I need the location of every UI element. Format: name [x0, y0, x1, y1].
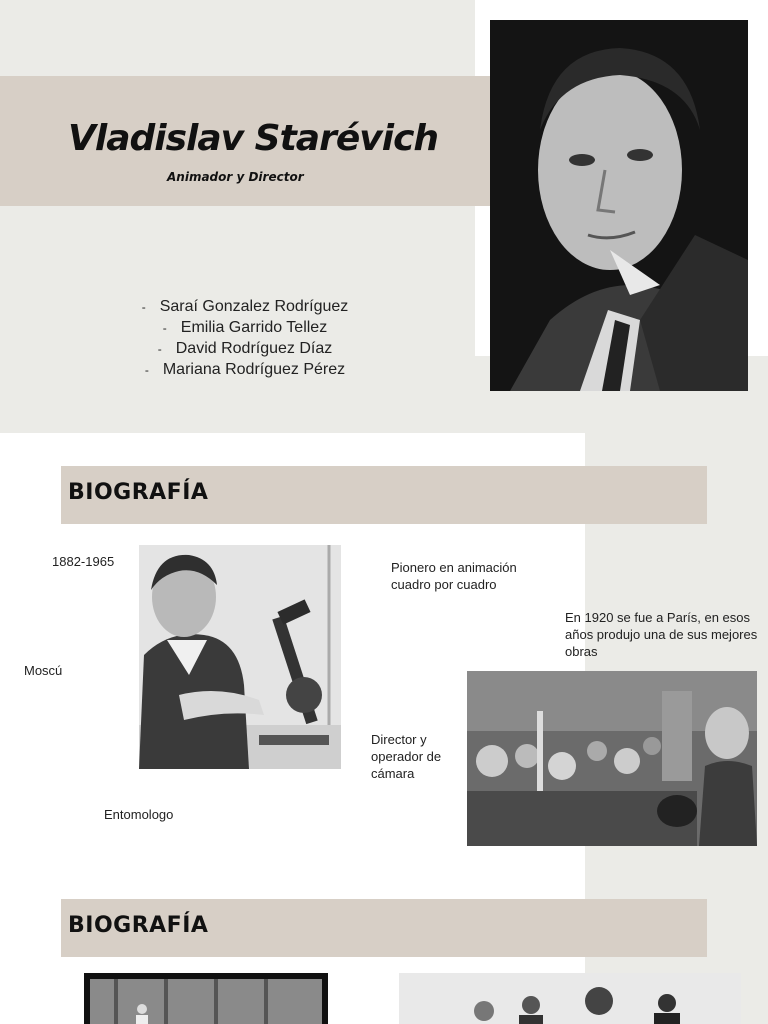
author-list	[120, 296, 370, 380]
puppets-illustration	[467, 671, 757, 846]
page-subtitle: Animador y Director	[167, 170, 304, 184]
microscope-photo	[139, 545, 341, 769]
paris-text: En 1920 se fue a París, en esos años produjo una de sus mejores obras	[565, 610, 758, 659]
biography-heading-band	[61, 466, 707, 524]
studio-illustration	[84, 973, 328, 1024]
puppets-photo	[467, 671, 757, 846]
city-text: Moscú	[24, 663, 63, 678]
years-text: 1882-1965	[52, 554, 115, 569]
author-name: Emilia Garrido Tellez	[180, 318, 328, 336]
author-item: - Saraí Gonzalez Rodríguez	[141, 297, 349, 315]
profession-text: Entomologo	[104, 807, 174, 822]
biography-heading: BIOGRAFÍA	[68, 480, 209, 505]
group-illustration	[399, 973, 741, 1024]
biography-heading-band-2	[61, 899, 707, 957]
group-photo	[399, 973, 741, 1024]
author-item: - Emilia Garrido Tellez	[162, 318, 328, 336]
portrait-illustration	[490, 20, 748, 391]
author-name: David Rodríguez Díaz	[175, 339, 333, 357]
biography-heading-2: BIOGRAFÍA	[68, 913, 209, 938]
studio-photo	[84, 973, 328, 1024]
author-name: Saraí Gonzalez Rodríguez	[159, 297, 349, 315]
microscope-illustration	[139, 545, 341, 769]
author-name: Mariana Rodríguez Pérez	[162, 360, 346, 378]
page-title: Vladislav Starévich	[68, 118, 439, 159]
author-item: - Mariana Rodríguez Pérez	[144, 360, 346, 378]
portrait-photo	[490, 20, 748, 391]
pioneer-text: Pionero en animación cuadro por cuadro	[391, 560, 517, 592]
author-item: - David Rodríguez Díaz	[157, 339, 333, 357]
role-text: Director y operador de cámara	[371, 732, 442, 781]
